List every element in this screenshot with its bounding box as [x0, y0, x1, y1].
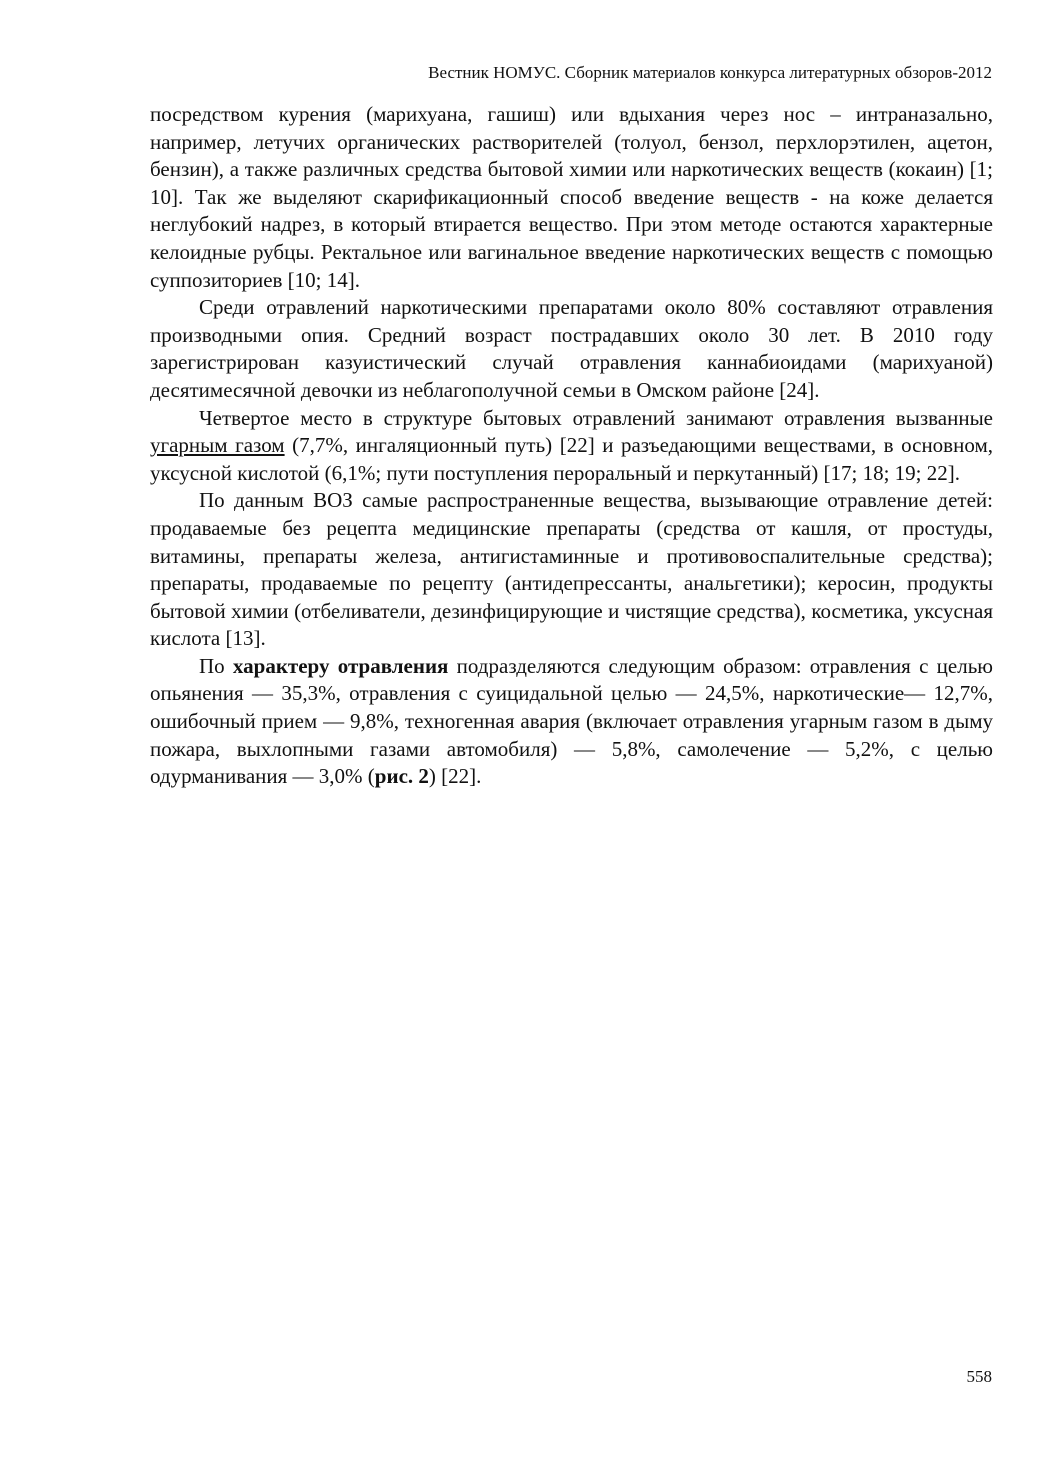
- paragraph-narcotic-poisonings: Среди отравлений наркотическими препаратами около 80% составляют отравления производными опия. Средний возраст пострадавших около 30 лет. В 2010 году зарегистрирован казуистический случай отравления каннабиоидами (марихуаной) десятимесячной девочки из неблагополучной семьи в Омском районе [24].: [150, 295, 993, 402]
- running-header: Вестник НОМУС. Сборник материалов конкурса литературных обзоров-2012: [428, 63, 992, 82]
- figure-reference: рис. 2: [374, 764, 429, 789]
- underlined-term-carbon-monoxide: угарным газом: [150, 433, 285, 458]
- paragraph-who-data: По данным ВОЗ самые распространенные вещества, вызывающие отравление детей: продаваемые без рецепта медицинские препараты (средства от кашля, от простуды, витамины, препараты железа, антигистаминные и противовоспалительные средства); препараты, продаваемые по рецепту (антидепрессанты, анальгетики); керосин, продукты бытовой химии (отбеливатели, дезинфицирующие и чистящие средства), косметика, уксусная кислота [13].: [150, 488, 993, 651]
- paragraph-administration-routes: посредством курения (марихуана, гашиш) или вдыхания через нос – интраназально, например, летучих органических растворителей (толуол, бензол, перхлорэтилен, ацетон, бензин), а также различных средства бытовой химии или наркотических веществ (кокаин) [1; 10]. Так же выделяют скарификационный способ введение веществ - на коже делается неглубокий надрез, в который втирается вещество. При этом методе остаются характерные келоидные рубцы. Ректальное или вагинальное введение наркотических веществ с помощью суппозиториев [10; 14].: [150, 102, 993, 292]
- paragraph-poisoning-character-body: подразделяются следующим образом: отравления с целью опьянения — 35,3%, отравления с суицидальной целью — 24,5%, наркотические— 12,7%, ошибочный прием — 9,8%, техногенная авария (включает отравления угарным газом в дыму пожара, выхлопными газами автомобиля) — 5,8%, самолечение — 5,2%, с целью одурманивания — 3,0% (: [150, 653, 993, 789]
- bold-term-poisoning-character: характеру отравления: [232, 653, 449, 678]
- paragraph-fourth-place-start: Четвертое место в структуре бытовых отравлений занимают отравления вызванные: [199, 405, 993, 430]
- paragraph-poisoning-character-end: ) [22].: [428, 764, 482, 789]
- paragraph-fourth-place: [150, 405, 993, 488]
- paragraph-poisoning-character-lead: По: [199, 653, 233, 678]
- page-number: 558: [966, 1367, 992, 1386]
- article-body: [150, 101, 993, 791]
- paragraph-fourth-place-end: (7,7%, ингаляционный путь) [22] и разъедающими веществами, в основном, уксусной кислотой (6,1%; пути поступления пероральный и перкутанный) [17; 18; 19; 22].: [150, 433, 993, 485]
- paragraph-poisoning-character: [150, 653, 993, 791]
